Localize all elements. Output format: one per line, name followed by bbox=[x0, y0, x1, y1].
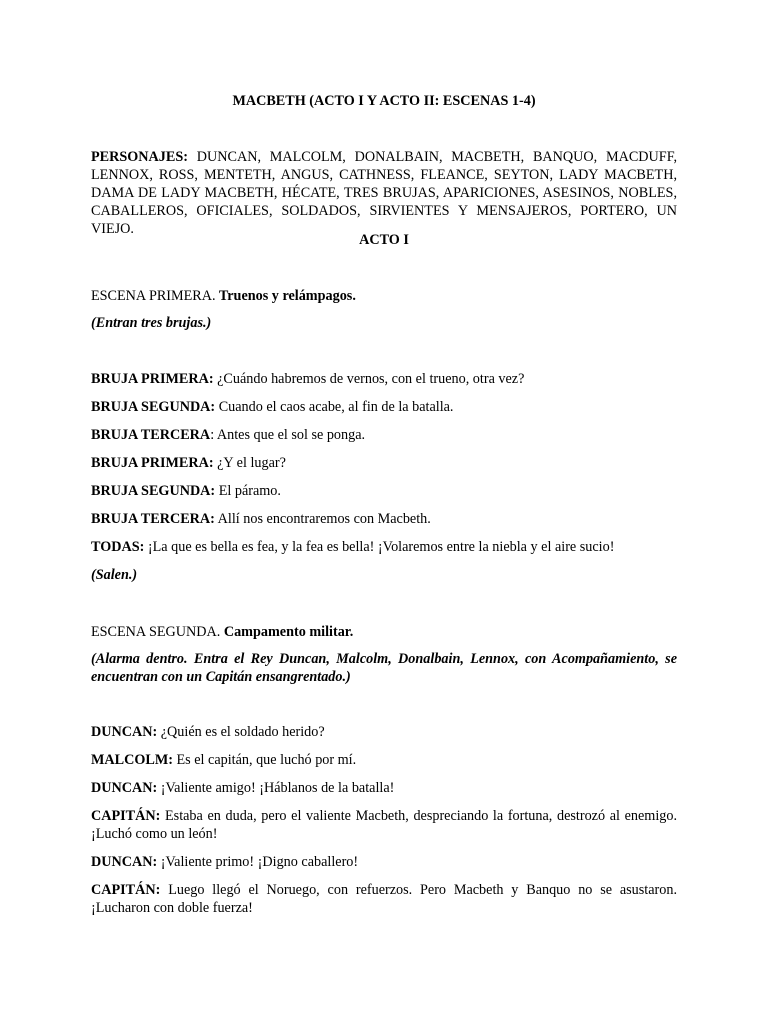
dialogue-line bbox=[91, 482, 677, 500]
dialogue-line bbox=[91, 454, 677, 472]
speaker-name: BRUJA PRIMERA: bbox=[91, 455, 214, 471]
speech-text: El páramo. bbox=[215, 483, 281, 499]
document-title: MACBETH (ACTO I Y ACTO II: ESCENAS 1-4) bbox=[232, 93, 536, 109]
speech-text: Luego llegó el Noruego, con refuerzos. Pero Macbeth y Banquo no se asustaron. ¡Lucharon con doble fuerza! bbox=[91, 882, 677, 916]
speech-text: Es el capitán, que luchó por mí. bbox=[172, 752, 357, 768]
speech-text: ¿Quién es el soldado herido? bbox=[157, 724, 325, 740]
speaker-name: BRUJA PRIMERA: bbox=[91, 371, 214, 387]
speaker-name: DUNCAN: bbox=[91, 724, 158, 740]
dialogue-line bbox=[91, 723, 677, 741]
scene2-heading-plain: ESCENA SEGUNDA. bbox=[91, 624, 221, 640]
characters-list: DUNCAN, MALCOLM, DONALBAIN, MACBETH, BANQUO, MACDUFF, LENNOX, ROSS, MENTETH, ANGUS, CATHNESS, FLEANCE, SEYTON, LADY MACBETH, DAMA DE LADY MACBETH, HÉCATE, TRES BRUJAS, APARICIONES, ASESINOS, NOBLES, CABALLEROS, OFICIALES, SOLDADOS, SIRVIENTES Y MENSAJEROS, PORTERO, UN VIEJO. bbox=[91, 149, 677, 237]
speech-text: Estaba en duda, pero el valiente Macbeth, despreciando la fortuna, destrozó al enemigo. ¡Luchó como un león! bbox=[91, 808, 677, 842]
characters-paragraph bbox=[91, 148, 677, 238]
speaker-name: CAPITÁN: bbox=[91, 808, 161, 824]
scene1-heading bbox=[91, 287, 677, 305]
speaker-name: DUNCAN: bbox=[91, 854, 158, 870]
speech-text: ¿Y el lugar? bbox=[213, 455, 286, 471]
speaker-name: CAPITÁN: bbox=[91, 882, 161, 898]
dialogue-line bbox=[91, 370, 677, 388]
dialogue-line bbox=[91, 751, 677, 769]
speech-text: ¡Valiente amigo! ¡Háblanos de la batalla! bbox=[157, 780, 395, 796]
dialogue-line bbox=[91, 881, 677, 917]
speaker-name: BRUJA SEGUNDA: bbox=[91, 483, 216, 499]
speech-text: ¡La que es bella es fea, y la fea es bella! ¡Volaremos entre la niebla y el aire sucio! bbox=[144, 539, 615, 555]
speaker-name: DUNCAN: bbox=[91, 780, 158, 796]
scene2-heading bbox=[91, 623, 677, 641]
speaker-name: BRUJA TERCERA bbox=[91, 427, 211, 443]
speech-text: Cuando el caos acabe, al fin de la batalla. bbox=[215, 399, 454, 415]
speaker-name: TODAS: bbox=[91, 539, 145, 555]
scene1-stage-direction: (Entran tres brujas.) bbox=[91, 315, 212, 331]
dialogue-line bbox=[91, 510, 677, 528]
speech-text: Allí nos encontraremos con Macbeth. bbox=[214, 511, 431, 527]
act-title: ACTO I bbox=[359, 232, 409, 248]
speaker-name: MALCOLM: bbox=[91, 752, 173, 768]
dialogue-line bbox=[91, 807, 677, 843]
dialogue-line bbox=[91, 398, 677, 416]
dialogue-line bbox=[91, 779, 677, 797]
scene1-exit-direction: (Salen.) bbox=[91, 567, 138, 583]
speech-text: ¡Valiente primo! ¡Digno caballero! bbox=[157, 854, 359, 870]
characters-label: PERSONAJES: bbox=[91, 149, 188, 165]
scene1-heading-plain: ESCENA PRIMERA. bbox=[91, 288, 216, 304]
scene2-heading-bold: Campamento militar. bbox=[220, 624, 354, 640]
speech-text: : Antes que el sol se ponga. bbox=[210, 427, 366, 443]
speaker-name: BRUJA TERCERA: bbox=[91, 511, 215, 527]
dialogue-line bbox=[91, 853, 677, 871]
scene2-stage-direction: (Alarma dentro. Entra el Rey Duncan, Malcolm, Donalbain, Lennox, con Acompañamiento, se encuentran con un Capitán ensangrentado.) bbox=[91, 651, 677, 685]
dialogue-line bbox=[91, 426, 677, 444]
speech-text: ¿Cuándo habremos de vernos, con el trueno, otra vez? bbox=[213, 371, 525, 387]
dialogue-line bbox=[91, 538, 677, 556]
scene1-heading-bold: Truenos y relámpagos. bbox=[215, 288, 356, 304]
speaker-name: BRUJA SEGUNDA: bbox=[91, 399, 216, 415]
